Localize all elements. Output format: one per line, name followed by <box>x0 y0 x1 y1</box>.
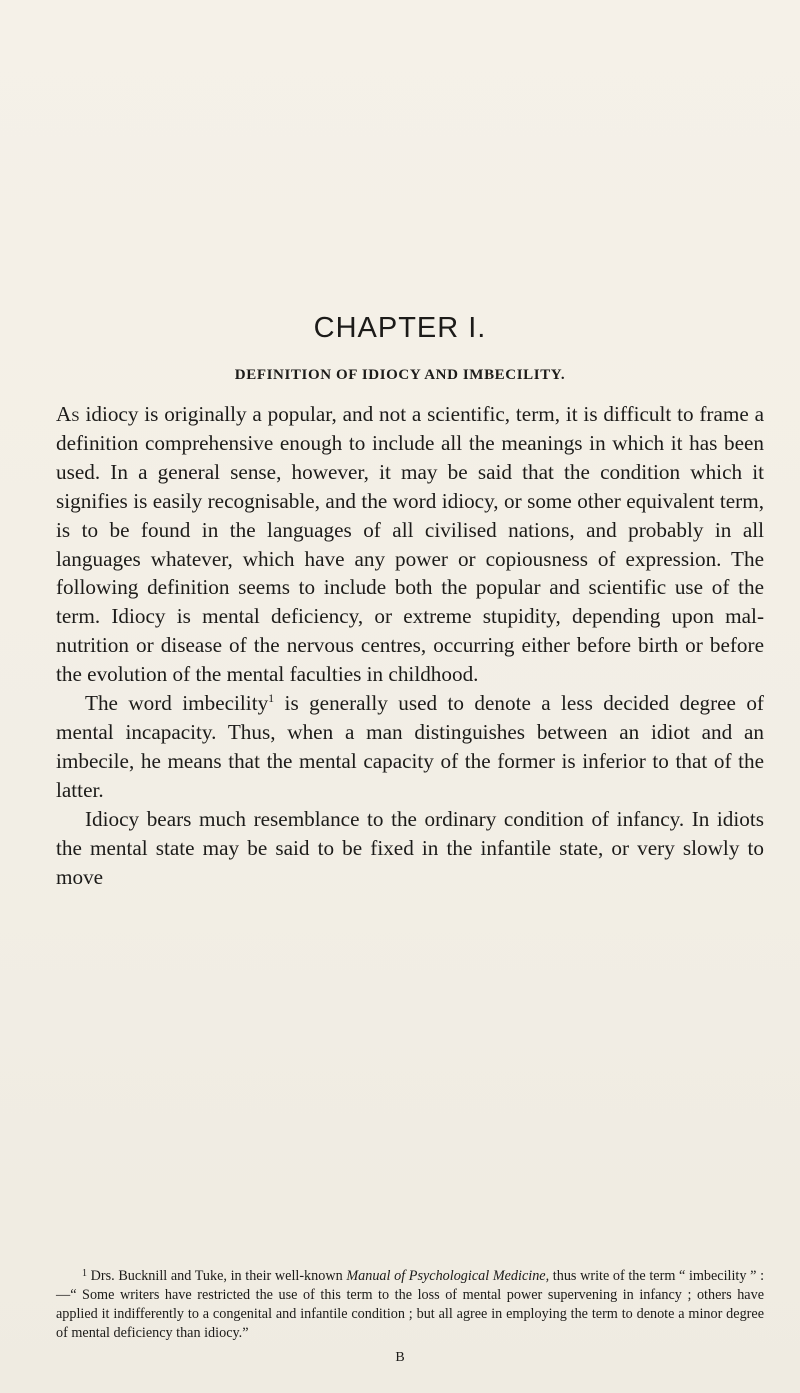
signature-mark: B <box>395 1350 405 1365</box>
paragraph-1 <box>56 400 764 689</box>
footnote-book-title: Manual of Psychological Medicine, <box>346 1268 550 1284</box>
footnote-reference: 1 <box>268 691 275 706</box>
paragraph-2-text-before: The word imbecility <box>85 691 269 716</box>
section-heading: DEFINITION OF IDIOCY AND IMBECILITY. <box>234 367 566 383</box>
body-text <box>56 400 764 891</box>
paragraph-lead-word: As <box>56 402 80 426</box>
paragraph-2 <box>56 689 764 805</box>
footnote <box>56 1267 764 1343</box>
paragraph-2-text-after: is generally used to denote a less decided degree of mental incapacity. Thus, when a man distinguishes between an idiot and an imbecile, he means that the mental capacity of the former is inferior to that of the latter. <box>56 691 764 802</box>
paragraph-3 <box>56 805 764 892</box>
footnote-marker: 1 <box>82 1268 87 1279</box>
footnote-text-a: Drs. Bucknill and Tuke, in their well-known <box>87 1268 347 1284</box>
footnote-text-b: thus write of the term “ imbecility ” :—“ Some writers have restricted the use of this term to the loss of mental power supervening in infancy ; others have applied it indifferently to a congenital and infantile condition ; but all agree in employing the term to denote a minor degree of mental deficiency than idiocy.” <box>56 1268 765 1341</box>
chapter-title: CHAPTER I. <box>313 312 487 344</box>
paragraph-3-text: Idiocy bears much resemblance to the ordinary condition of infancy. In idiots the mental state may be said to be fixed in the infantile state, or very slowly to move <box>56 806 764 889</box>
paragraph-1-text: idiocy is originally a popular, and not a scientific, term, it is difficult to frame a definition comprehensive enough to include all the meanings in which it has been used. In a general sense, however, it may be said that the condition which it signifies is easily recognisable, and the word idiocy, or some other equivalent term, is to be found in the languages of all civilised nations, and probably in all languages whatever, which have any power or copiousness of expression. The following definition seems to include both the popular and scientific use of the term. Idiocy is mental deficiency, or extreme stupidity, depending upon mal-nutrition or disease of the nervous centres, occurring either before birth or before the evolution of the mental faculties in childhood. <box>56 402 764 687</box>
